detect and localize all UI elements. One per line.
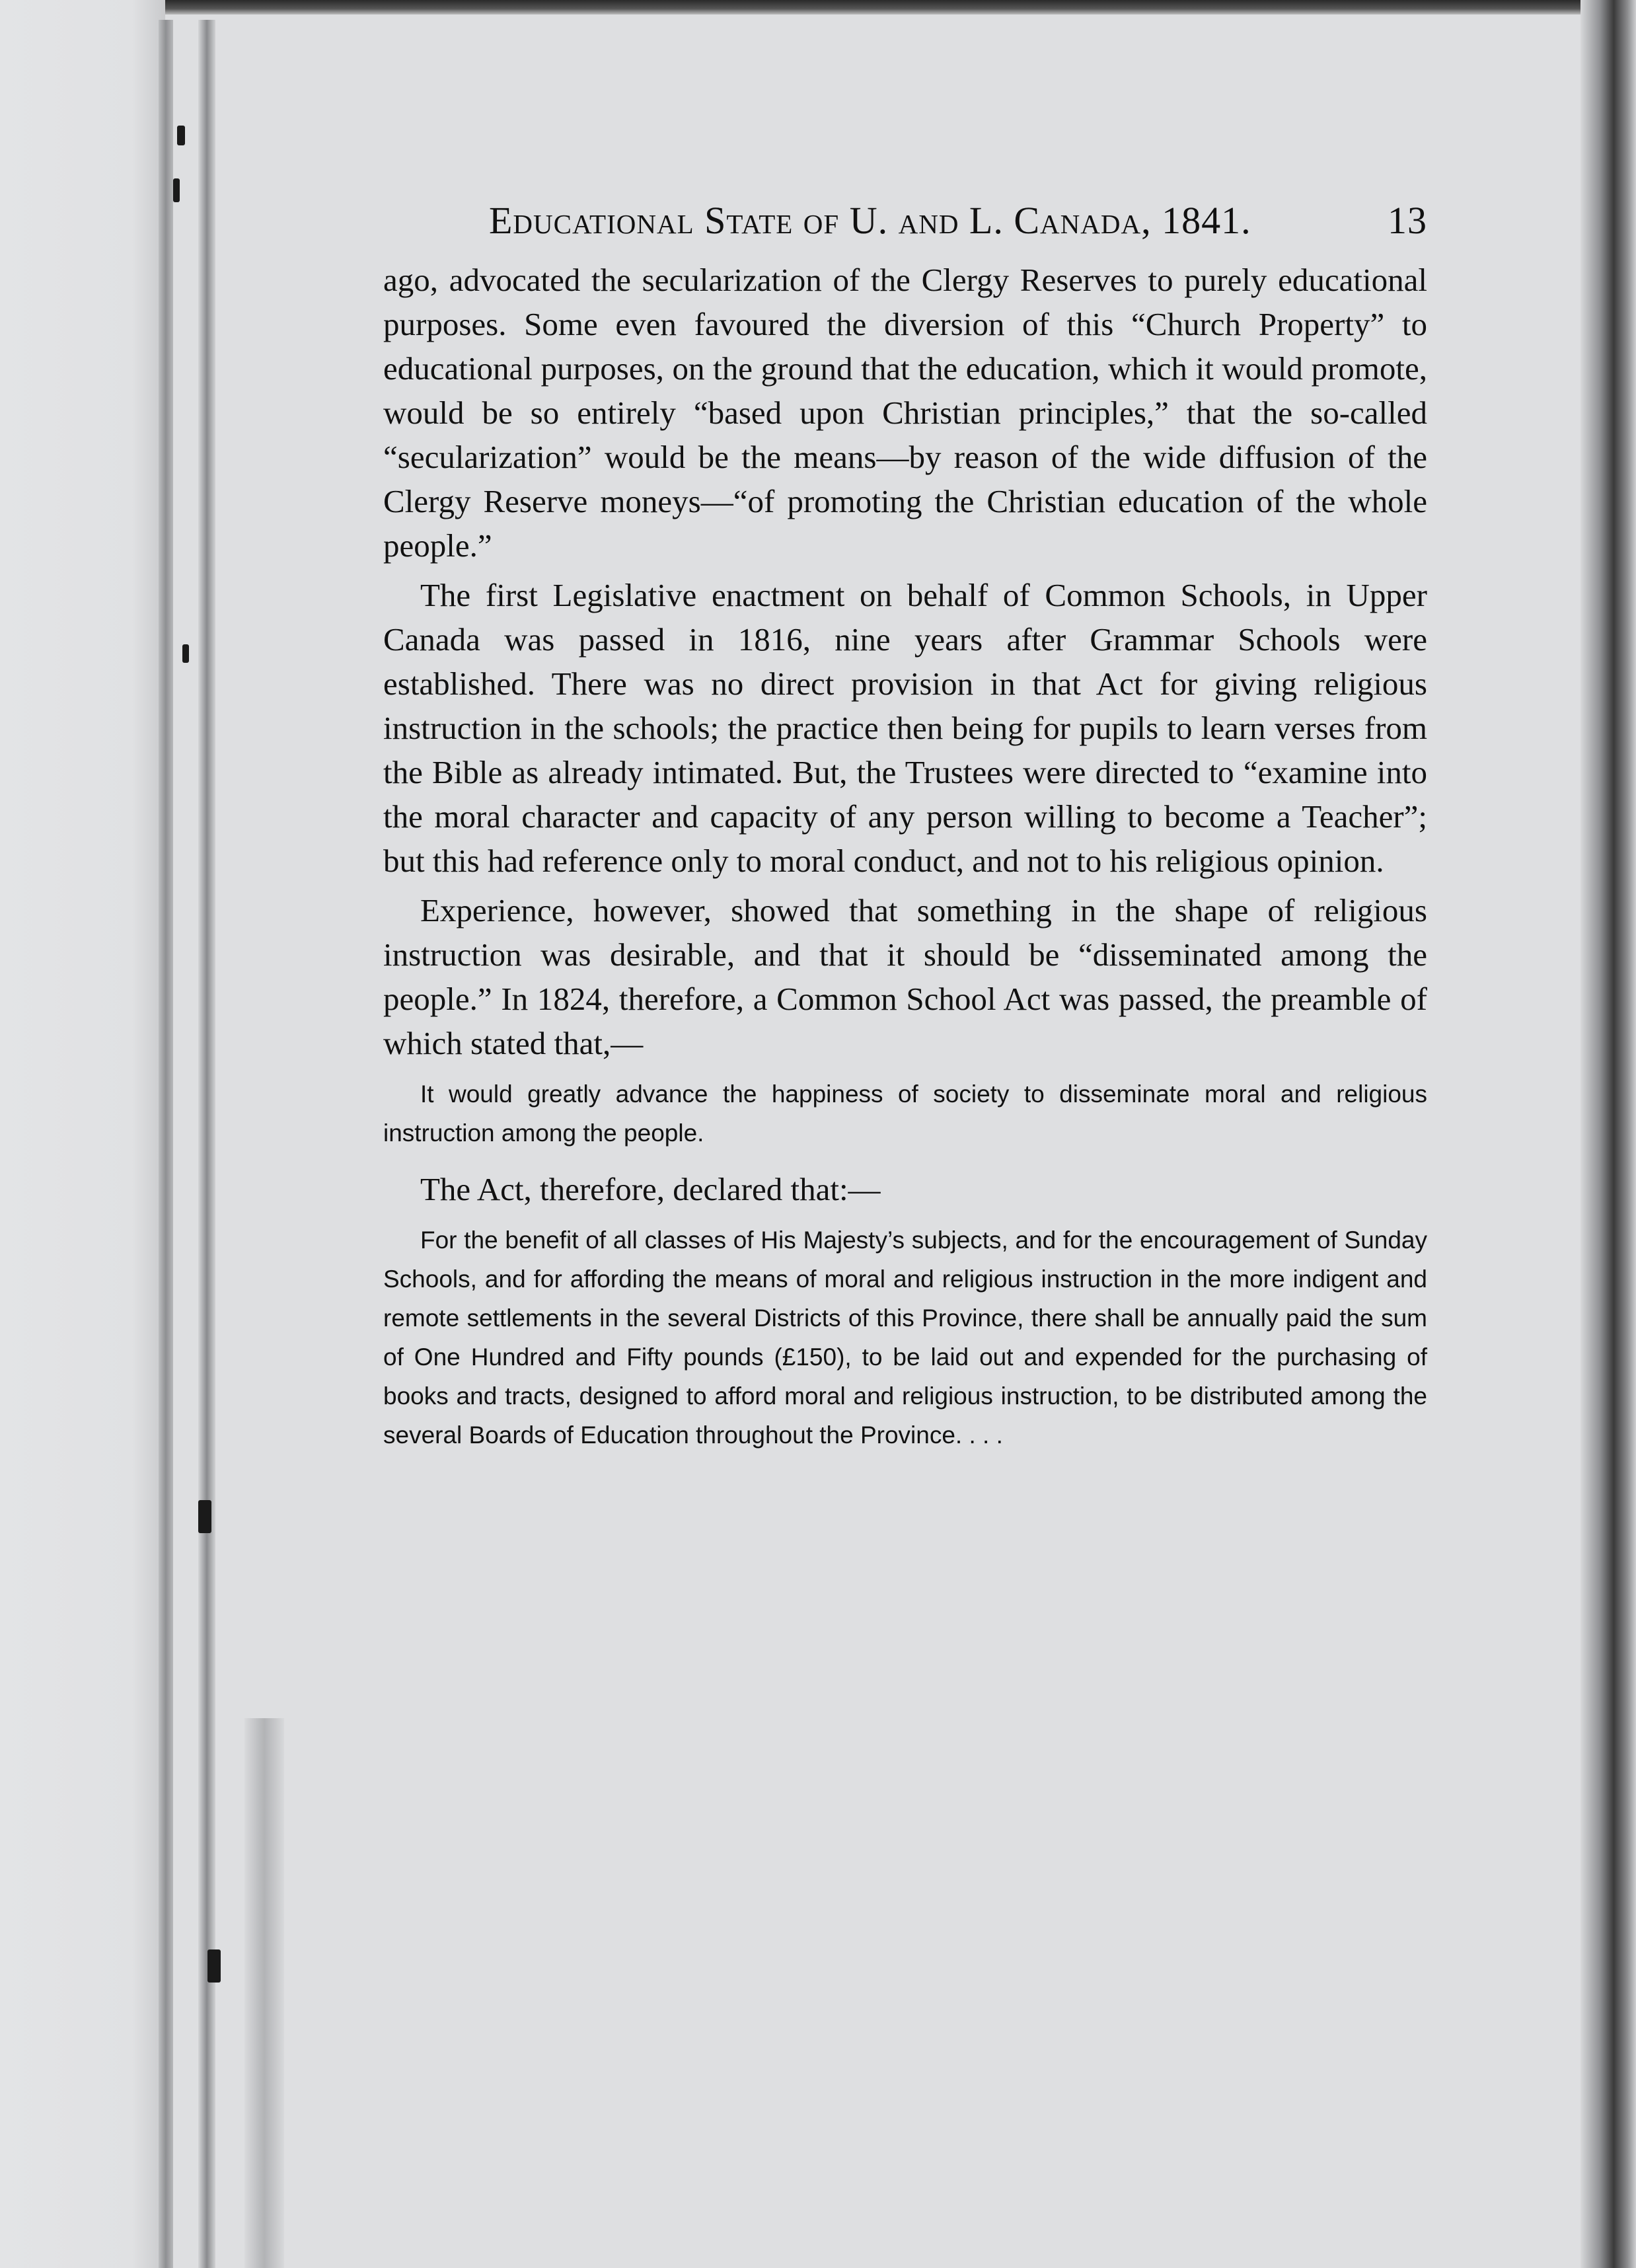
block-quote: It would greatly advance the happiness of society to disseminate moral and religious instruction among the people. xyxy=(383,1080,1427,1147)
paragraph: The Act, therefore, declared that:— xyxy=(420,1171,881,1207)
page-number: 13 xyxy=(1388,199,1427,242)
paragraph: Experience, however, showed that something in the shape of religious instruction was desirable, and that it should be “disseminated among the people.” In 1824, therefore, a Common School Act was passed, the preamble of which stated that,— xyxy=(383,892,1427,1061)
binding-shadow xyxy=(198,20,215,2268)
running-head-title: Educational State of U. and L. Canada, 1841. xyxy=(489,199,1251,242)
binding-mark xyxy=(198,1500,211,1533)
binding-mark xyxy=(207,1949,221,1983)
body-text xyxy=(383,258,1427,1065)
binding-shadow xyxy=(244,1718,284,2268)
paragraph: ago, advocated the secularization of the Clergy Reserves to purely educational purposes. Some even favoured the diversion of this “Church Property” to educational purposes, on the ground that the education, which it would promote, would be so entirely “based upon Christian principles,” that the so-called “secularization” would be the means—by reason of the wide diffusion of the Clergy Reserve moneys—“of promoting the Christian education of the whole people.” xyxy=(383,262,1427,564)
page-content xyxy=(383,198,1427,1469)
block-quote: For the benefit of all classes of His Majesty’s subjects, and for the encouragement of Sunday Schools, and for affording the means of moral and religious instruction in the more indigent and remote settlements in the several Districts of this Province, there shall be annually paid the sum of One Hundred and Fifty pounds (£150), to be laid out and expended for the purchasing of books and tracts, designed to afford moral and religious instruction, to be distributed among the several Boards of Education throughout the Province. . . . xyxy=(383,1227,1427,1449)
right-edge-shadow xyxy=(1580,0,1636,2268)
top-edge-shadow xyxy=(0,0,1636,15)
binding-mark xyxy=(177,126,185,145)
binding-mark xyxy=(173,178,180,202)
binding-shadow xyxy=(159,20,173,2268)
running-head xyxy=(383,198,1427,258)
binding-mark xyxy=(182,644,189,663)
left-page-leaf xyxy=(0,0,165,2268)
paragraph: The first Legislative enactment on behalf of Common Schools, in Upper Canada was passed in 1816, nine years after Grammar Schools were established. There was no direct provision in that Act for giving religious instruction in the schools; the practice then being for pupils to learn verses from the Bible as already intimated. But, the Trustees were directed to “examine into the moral character and capacity of any person willing to become a Teacher”; but this had reference only to moral conduct, and not to his religious opinion. xyxy=(383,577,1427,879)
